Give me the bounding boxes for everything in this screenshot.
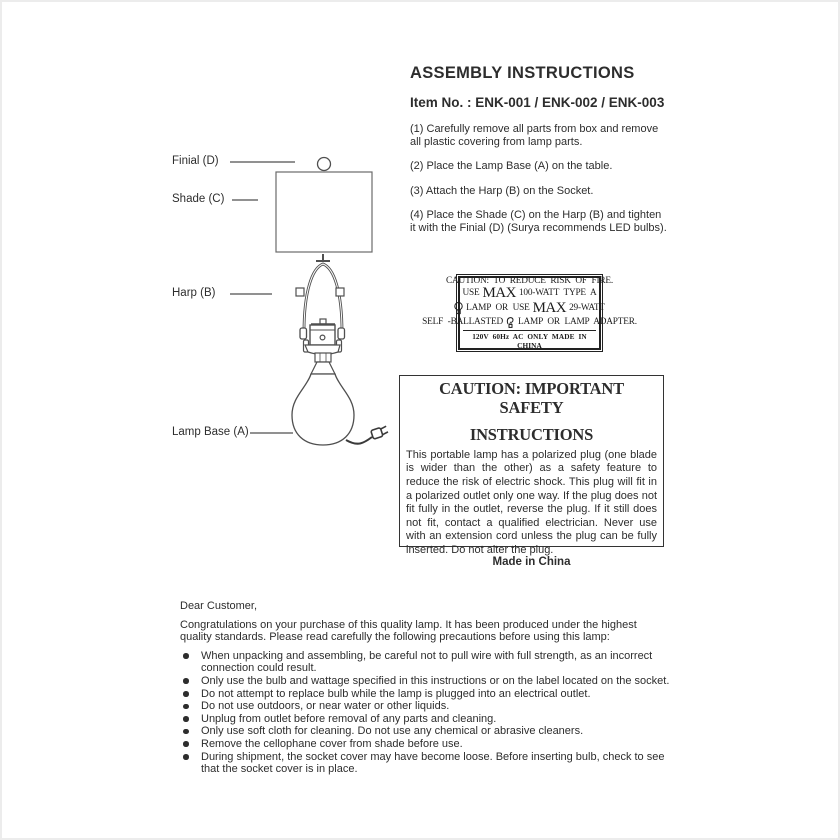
plug-drawing: [371, 426, 389, 440]
caution-line-2: [462, 286, 596, 301]
shade-drawing: [276, 172, 372, 252]
made-in-china-label: Made in China: [492, 556, 571, 568]
finial-drawing: [318, 158, 331, 171]
step-4: (4) Place the Shade (C) on the Harp (B) and tighten it with the Finial (D) (Surya recommends LED bulbs).: [410, 208, 667, 235]
step-2: (2) Place the Lamp Base (A) on the table.: [410, 160, 613, 173]
caution-line-4: [422, 316, 637, 328]
item-number: Item No. : ENK-001 / ENK-002 / ENK-003: [410, 95, 665, 110]
safety-instructions-box: [399, 375, 664, 556]
caution-line-1: CAUTION: TO REDUCE RISK OF FIRE.: [446, 275, 613, 286]
bulb-icon: [454, 302, 463, 315]
caution-line-3-post: 29-WATT: [569, 303, 605, 314]
ul-caution-label: [422, 275, 637, 351]
cfl-icon: [506, 316, 515, 328]
harp-label: Harp (B): [172, 287, 216, 299]
caution-line-3-max: MAX: [532, 299, 567, 316]
precaution-item: During shipment, the socket cover may have become loose. Before inserting bulb, check to see that the socket cover is in place.: [180, 751, 670, 776]
lamp-base-drawing: [292, 362, 354, 445]
caution-line-3: [454, 301, 605, 316]
page-title: ASSEMBLY INSTRUCTIONS: [410, 64, 635, 82]
caution-line-2-max: MAX: [482, 284, 516, 301]
socket-drawing: [304, 319, 342, 362]
precaution-item: Only use the bulb and wattage specified in this instructions or on the label located on the socket.: [180, 675, 670, 688]
caution-line-3-pre: LAMP OR USE: [466, 303, 530, 314]
lamp-diagram: [162, 142, 412, 467]
step-3: (3) Attach the Harp (B) on the Socket.: [410, 184, 594, 197]
caution-line-4-pre: SELF -BALLASTED: [422, 316, 504, 327]
caution-line-2-pre: USE: [462, 288, 480, 299]
safety-title-line-2: INSTRUCTIONS: [469, 424, 594, 444]
step-1: (1) Carefully remove all parts from box and remove all plastic covering from lamp parts.: [410, 123, 659, 149]
shade-label: Shade (C): [172, 193, 225, 205]
precaution-item: Only use soft cloth for cleaning. Do not use any chemical or abrasive cleaners.: [180, 725, 670, 738]
precaution-item: When unpacking and assembling, be careful not to pull wire with full strength, as an incorrect connection could result.: [180, 650, 670, 675]
caution-line-4-post: LAMP OR LAMP ADAPTER.: [518, 316, 637, 327]
caution-line-2-post: 100-WATT TYPE A: [518, 288, 597, 299]
assembly-steps: [410, 123, 668, 246]
finial-label: Finial (D): [172, 155, 219, 167]
precaution-item: Remove the cellophane cover from shade before use.: [180, 738, 670, 751]
power-cord-drawing: [346, 426, 389, 444]
precaution-item: Unplug from outlet before removal of any parts and cleaning.: [180, 713, 670, 726]
precaution-item: Do not attempt to replace bulb while the lamp is plugged into an electrical outlet.: [180, 688, 670, 701]
customer-section: [180, 600, 670, 776]
lamp-base-label: Lamp Base (A): [172, 426, 249, 438]
safety-body-text: This portable lamp has a polarized plug (one blade is wider than the other) as a safety feature to reduce the risk of electric shock. This plug will fit in a polarized outlet only one way. If the plug does not fit fully in the outlet, reverse the plug. If it still does not fit, contact a qualified electrician. Never use with an extension cord unless the plug can be fully inserted. Do not alter the plug.: [406, 448, 657, 556]
precautions-list: [180, 650, 670, 776]
precaution-item: Do not use outdoors, or near water or other liquids.: [180, 700, 670, 713]
safety-title-line-1: CAUTION: IMPORTANT SAFETY: [439, 379, 624, 417]
caution-line-5: 120V 60Hz AC ONLY MADE IN CHINA: [463, 330, 596, 351]
intro-paragraph: Congratulations on your purchase of this quality lamp. It has been produced under the highest quality standards. Please read carefully the following precautions before using this lamp:: [180, 618, 637, 644]
salutation: Dear Customer,: [180, 600, 258, 612]
